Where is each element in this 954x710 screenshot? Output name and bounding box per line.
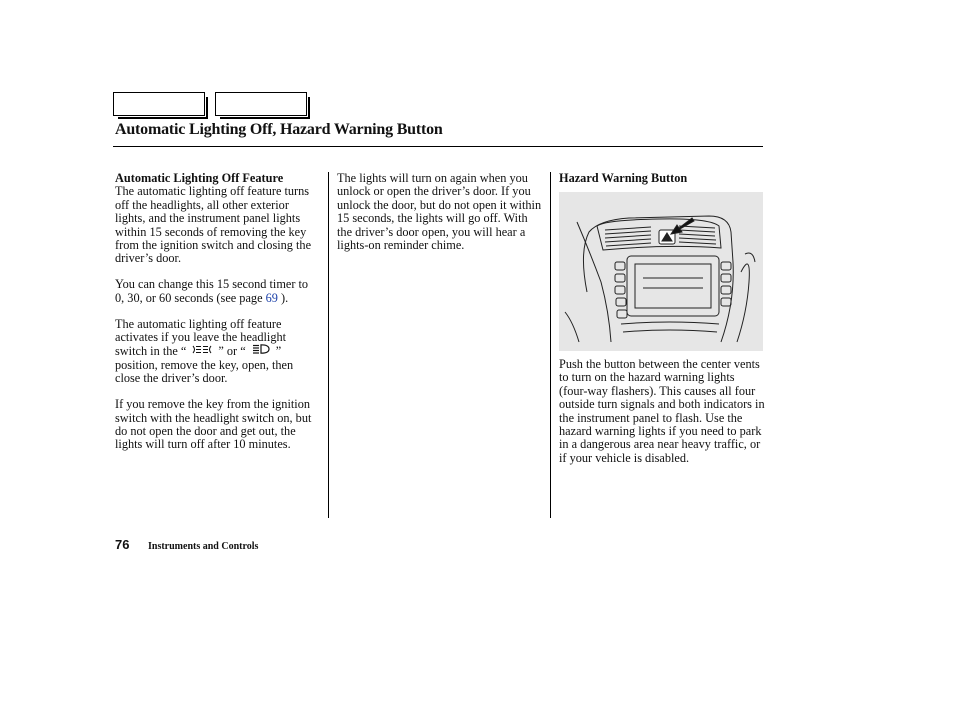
column-3-heading <box>559 172 765 185</box>
dashboard-drawing <box>559 192 763 351</box>
column-1 <box>115 172 320 464</box>
paragraph-text: ” position, remove the key, open, then close the driver’s door. <box>115 344 294 386</box>
paragraph-lights-on-again: The lights will turn on again when you unlock or open the driver’s door. If you unlock the door, but do not open it within 15 seconds, the lights will go off. With the driver’s door open, you will hear a lights-on reminder chime. <box>337 171 542 253</box>
nav-tab-box-2[interactable] <box>215 92 307 116</box>
section-heading-hazard: Hazard Warning Button <box>559 171 688 185</box>
paragraph-text: ” or “ <box>218 344 246 359</box>
page-link-69[interactable]: 69 <box>265 290 278 305</box>
page-title: Automatic Lighting Off, Hazard Warning Button <box>115 121 443 138</box>
paragraph-switch <box>115 318 320 386</box>
column-2 <box>337 172 543 265</box>
paragraph-intro <box>115 172 320 266</box>
footer-section-name: Instruments and Controls <box>148 541 259 552</box>
column-3-body <box>559 358 765 478</box>
paragraph-timer <box>115 278 320 305</box>
hazard-button-illustration <box>559 192 763 351</box>
section-heading-auto-lighting: Automatic Lighting Off Feature <box>115 171 284 185</box>
nav-tab-box-1[interactable] <box>113 92 205 116</box>
column-divider-2 <box>550 172 551 518</box>
paragraph-text: ). <box>277 290 289 305</box>
parking-lights-icon <box>192 345 212 358</box>
paragraph-hazard-instructions: Push the button between the center vents to turn on the hazard warning lights (four-way flashers). This causes all four outside turn signals and both indicators in the instrument panel to flash. Use the hazard warning lights if you need to park in a dangerous area near heavy traffic, or if your vehicle is disabled. <box>559 357 765 465</box>
headlights-icon <box>252 344 270 358</box>
title-rule <box>113 146 763 147</box>
paragraph-key-removal <box>115 398 320 452</box>
paragraph-text: The automatic lighting off feature turns off the headlights, all other exterior lights, and the instrument panel lights within 15 seconds of removing the key from the ignition switch and closing the driver’s door. <box>115 184 312 266</box>
paragraph-text: If you remove the key from the ignition switch with the headlight switch on, but do not open the door and get out, the lights will turn off after 10 minutes. <box>115 397 312 452</box>
paragraph-text: You can change this 15 second timer to 0, 30, or 60 seconds (see page <box>115 277 309 305</box>
page-number: 76 <box>115 537 130 552</box>
column-divider-1 <box>328 172 329 518</box>
paragraph-text: The automatic lighting off feature activates if you leave the headlight switch in the “ <box>115 316 287 359</box>
